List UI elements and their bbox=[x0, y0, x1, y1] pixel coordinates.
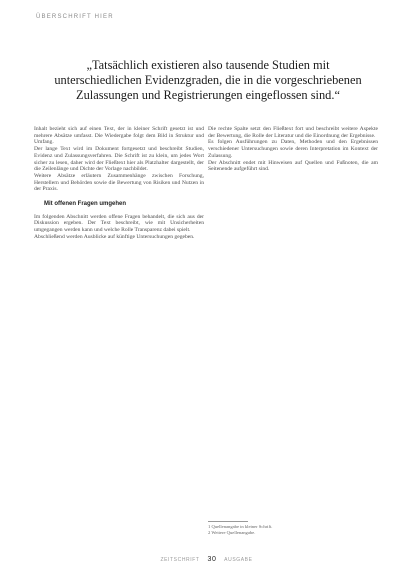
body-paragraph: Der Abschnitt endet mit Hinweisen auf Quellen und Fußnoten, die am Seitenende aufgeführt sind. bbox=[208, 159, 378, 173]
page-footer bbox=[0, 556, 413, 563]
body-paragraph: Inhalt bezieht sich auf einen Text, der in kleiner Schrift gesetzt ist und mehrere Absätze umfasst. Die Wiedergabe folgt dem Bild in Struktur und Umfang. bbox=[34, 126, 204, 146]
footer-right: AUSGABE bbox=[224, 557, 253, 563]
footer-left: ZEITSCHRIFT bbox=[160, 557, 200, 563]
body-paragraph: Im folgenden Abschnitt werden offene Fragen behandelt, die sich aus der Diskussion ergeben. Der Text beschreibt, wie mit Unsicherheiten umgegangen werden kann und welche Rolle Transparenz dabei spielt. bbox=[34, 213, 204, 234]
pull-quote-line: „Tatsächlich existieren also tausende Studien mit bbox=[86, 58, 330, 72]
footnote: 1 Quellenangabe in kleiner Schrift. bbox=[208, 524, 273, 529]
footnotes bbox=[208, 524, 378, 535]
body-paragraph: Es folgen Ausführungen zu Daten, Methoden und den Ergebnissen verschiedener Untersuchungen sowie deren Interpretation im Kontext der Zulassung. bbox=[208, 139, 378, 159]
body-paragraph: Abschließend werden Ausblicke auf künftige Untersuchungen gegeben. bbox=[34, 233, 195, 240]
body-paragraph: Der lange Text wird im Dokument fortgesetzt und beschreibt Studien, Evidenz und Zulassungsverfahren. Die Schrift ist zu klein, um jedes Wort sicher zu lesen, daher wird der Fließtext hier als Platzhalter dargestellt, der die Zeilenlänge und Dichte der Vorlage nachbildet. bbox=[34, 146, 204, 173]
body-paragraph: Weitere Absätze erläutern Zusammenhänge zwischen Forschung, Herstellern und Behörden sowie die Bewertung von Risiken und Nutzen in der Praxis. bbox=[34, 172, 204, 193]
page-number: 30 bbox=[207, 556, 217, 563]
section-subhead: Mit offenen Fragen umgehen bbox=[44, 201, 127, 208]
pull-quote bbox=[38, 58, 378, 103]
body-paragraph: Die rechte Spalte setzt den Fließtext fort und beschreibt weitere Aspekte der Bewertung, die Rolle der Literatur und die Einordnung der Ergebnisse. bbox=[208, 126, 378, 139]
right-column bbox=[208, 126, 378, 173]
footnote: 2 Weitere Quellenangabe. bbox=[208, 529, 256, 535]
footnote-divider bbox=[208, 521, 248, 522]
pull-quote-line: Zulassungen und Registrierungen eingeflossen sind.“ bbox=[76, 88, 340, 102]
running-head: ÜBERSCHRIFT HIER bbox=[36, 14, 114, 20]
left-column bbox=[34, 126, 204, 241]
pull-quote-line: unterschiedlichen Evidenzgraden, die in die vorgeschriebenen bbox=[54, 73, 362, 87]
